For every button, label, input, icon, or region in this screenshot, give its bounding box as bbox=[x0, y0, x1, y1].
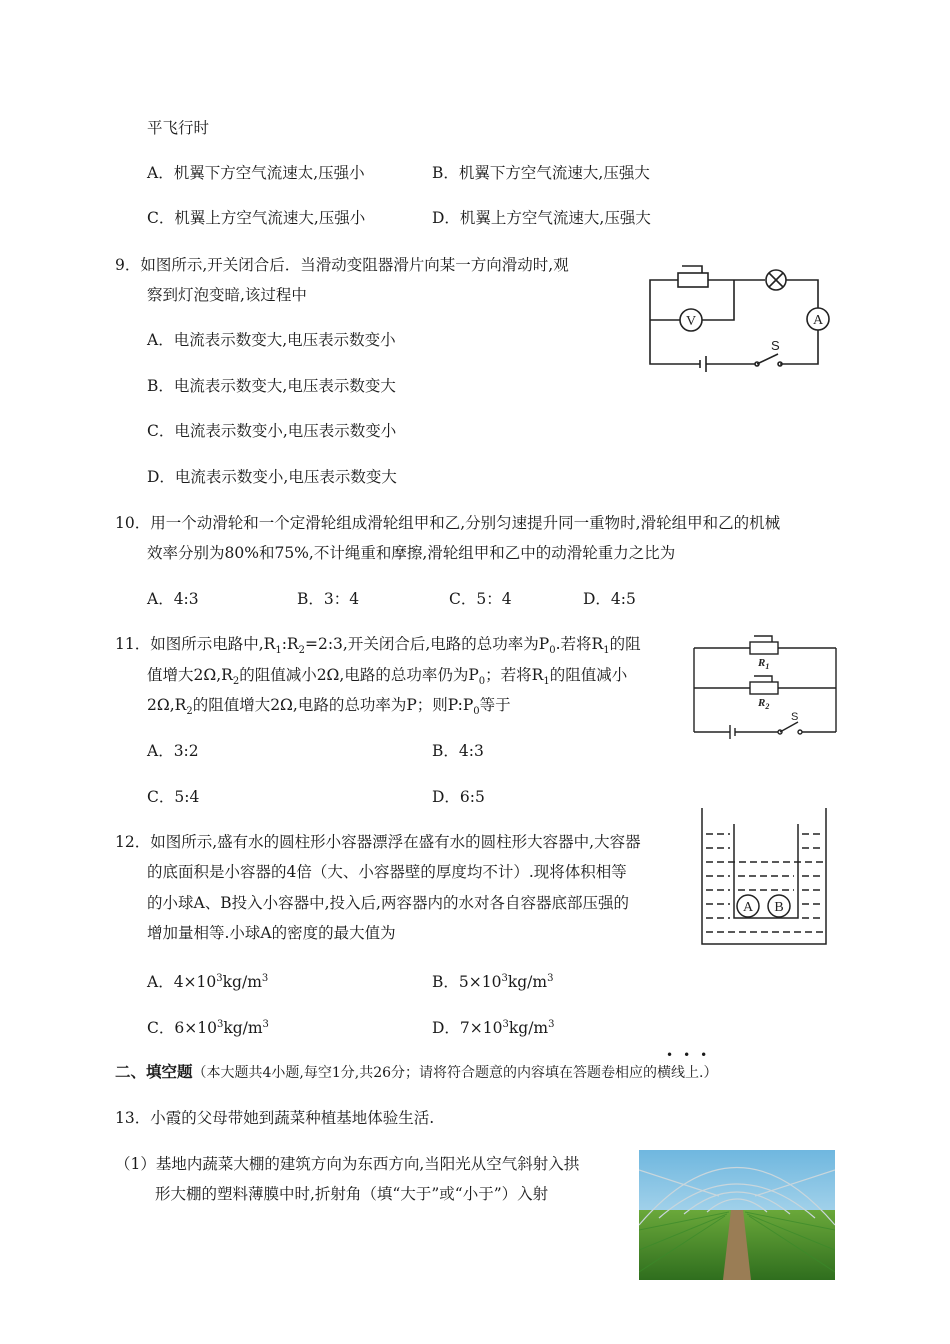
q10-option-c[interactable]: C．5：4 bbox=[449, 590, 512, 608]
q9-option-d[interactable]: D．电流表示数变小,电压表示数变大 bbox=[147, 468, 397, 486]
q9-option-c[interactable]: C．电流表示数变小,电压表示数变小 bbox=[147, 422, 397, 440]
section2-header bbox=[115, 1062, 718, 1083]
q11-option-a[interactable]: A．3:2 bbox=[147, 742, 199, 760]
q11-stem-line2: 值增大$2\Omega,R_2$的阻值减小2Ω,电路的总功率仍为$P_0$；若将$R_1$的阻值减小 bbox=[147, 666, 628, 688]
q9-circuit-diagram bbox=[640, 262, 840, 382]
q12-option-c[interactable]: C．$6\times 10^3kg/m^3$ bbox=[147, 1019, 269, 1038]
q8-option-a[interactable]: A．机翼下方空气流速太,压强小 bbox=[147, 164, 365, 182]
ball-b-label: B bbox=[774, 900, 784, 915]
q13-part1-line2: 形大棚的塑料薄膜中时,折射角（填“大于”或“小于”）入射 bbox=[155, 1185, 549, 1203]
switch-label: S bbox=[771, 338, 780, 353]
q8-stem-tail: 平飞行时 bbox=[147, 119, 210, 137]
ammeter-label: A bbox=[812, 313, 824, 328]
q9-stem-line2: 察到灯泡变暗,该过程中 bbox=[147, 286, 307, 304]
emphasis-dots: ••• bbox=[666, 1048, 718, 1062]
q9-option-a[interactable]: A．电流表示数变大,电压表示数变小 bbox=[147, 331, 396, 349]
q12-stem-line4: 增加量相等.小球A的密度的最大值为 bbox=[147, 924, 396, 942]
q12-option-a[interactable]: A．$4\times 10^3kg/m^3$ bbox=[147, 973, 269, 992]
section2-title: 二、填空题 bbox=[115, 1062, 193, 1081]
resistor-r2-icon bbox=[750, 682, 778, 694]
q11-stem-line1: 11．如图所示电路中$,R_1:R_2=2:3$,开关闭合后,电路的总功率为$P_0$.若将$R_1$的阻 bbox=[115, 635, 641, 657]
q12-option-d[interactable]: D．$7\times 10^3kg/m^3$ bbox=[432, 1019, 555, 1038]
q10-option-b[interactable]: B．3：4 bbox=[297, 590, 360, 608]
q10-stem-line1: 10．用一个动滑轮和一个定滑轮组成滑轮组甲和乙,分别匀速提升同一重物时,滑轮组甲和乙的机械 bbox=[115, 514, 781, 532]
q12-stem-line1: 12．如图所示,盛有水的圆柱形小容器漂浮在盛有水的圆柱形大容器中,大容器 bbox=[115, 833, 641, 851]
q11-stem-line3: $2\Omega,R_2$的阻值增大2Ω,电路的总功率为P；则$P:P_0$等于 bbox=[147, 696, 511, 718]
switch-label: S bbox=[791, 711, 799, 723]
q9-stem-line1: 9．如图所示,开关闭合后．当滑动变阻器滑片向某一方向滑动时,观 bbox=[115, 256, 569, 274]
q13-part1-line1: （1）基地内蔬菜大棚的建筑方向为东西方向,当阳光从空气斜射入拱 bbox=[115, 1155, 580, 1173]
q12-stem-line3: 的小球A、B投入小容器中,投入后,两容器内的水对各自容器底部压强的 bbox=[147, 894, 629, 912]
section2-note: （本大题共4小题,每空1分,共26分；请将符合题意的内容填在答题卷相应的横线上.） bbox=[192, 1065, 718, 1081]
resistor-r1-icon bbox=[750, 642, 778, 654]
r2-label: $R_2$ bbox=[758, 697, 770, 711]
q11-option-c[interactable]: C．5:4 bbox=[147, 788, 200, 806]
q11-circuit-diagram bbox=[690, 632, 840, 740]
q9-option-b[interactable]: B．电流表示数变大,电压表示数变大 bbox=[147, 377, 396, 395]
q12-container-diagram bbox=[698, 806, 830, 948]
q10-stem-line2: 效率分别为80%和75%,不计绳重和摩擦,滑轮组甲和乙中的动滑轮重力之比为 bbox=[147, 544, 676, 562]
q11-option-b[interactable]: B．4:3 bbox=[432, 742, 484, 760]
q8-option-c[interactable]: C．机翼上方空气流速大,压强小 bbox=[147, 209, 366, 227]
q12-option-b[interactable]: B．$5\times 10^3kg/m^3$ bbox=[432, 973, 554, 992]
q8-option-d[interactable]: D．机翼上方空气流速大,压强大 bbox=[432, 209, 651, 227]
ball-a-label: A bbox=[742, 900, 754, 915]
greenhouse-photo bbox=[639, 1150, 835, 1280]
q12-stem-line2: 的底面积是小容器的4倍（大、小容器壁的厚度均不计）.现将体积相等 bbox=[147, 863, 627, 881]
q10-option-a[interactable]: A．4:3 bbox=[147, 590, 199, 608]
q13-stem: 13．小霞的父母带她到蔬菜种植基地体验生活. bbox=[115, 1109, 435, 1127]
q11-option-d[interactable]: D．6:5 bbox=[432, 788, 485, 806]
q10-option-d[interactable]: D．4:5 bbox=[583, 590, 636, 608]
r1-label: $R_1$ bbox=[758, 657, 770, 671]
q8-option-b[interactable]: B．机翼下方空气流速大,压强大 bbox=[432, 164, 650, 182]
voltmeter-label: V bbox=[685, 314, 697, 329]
